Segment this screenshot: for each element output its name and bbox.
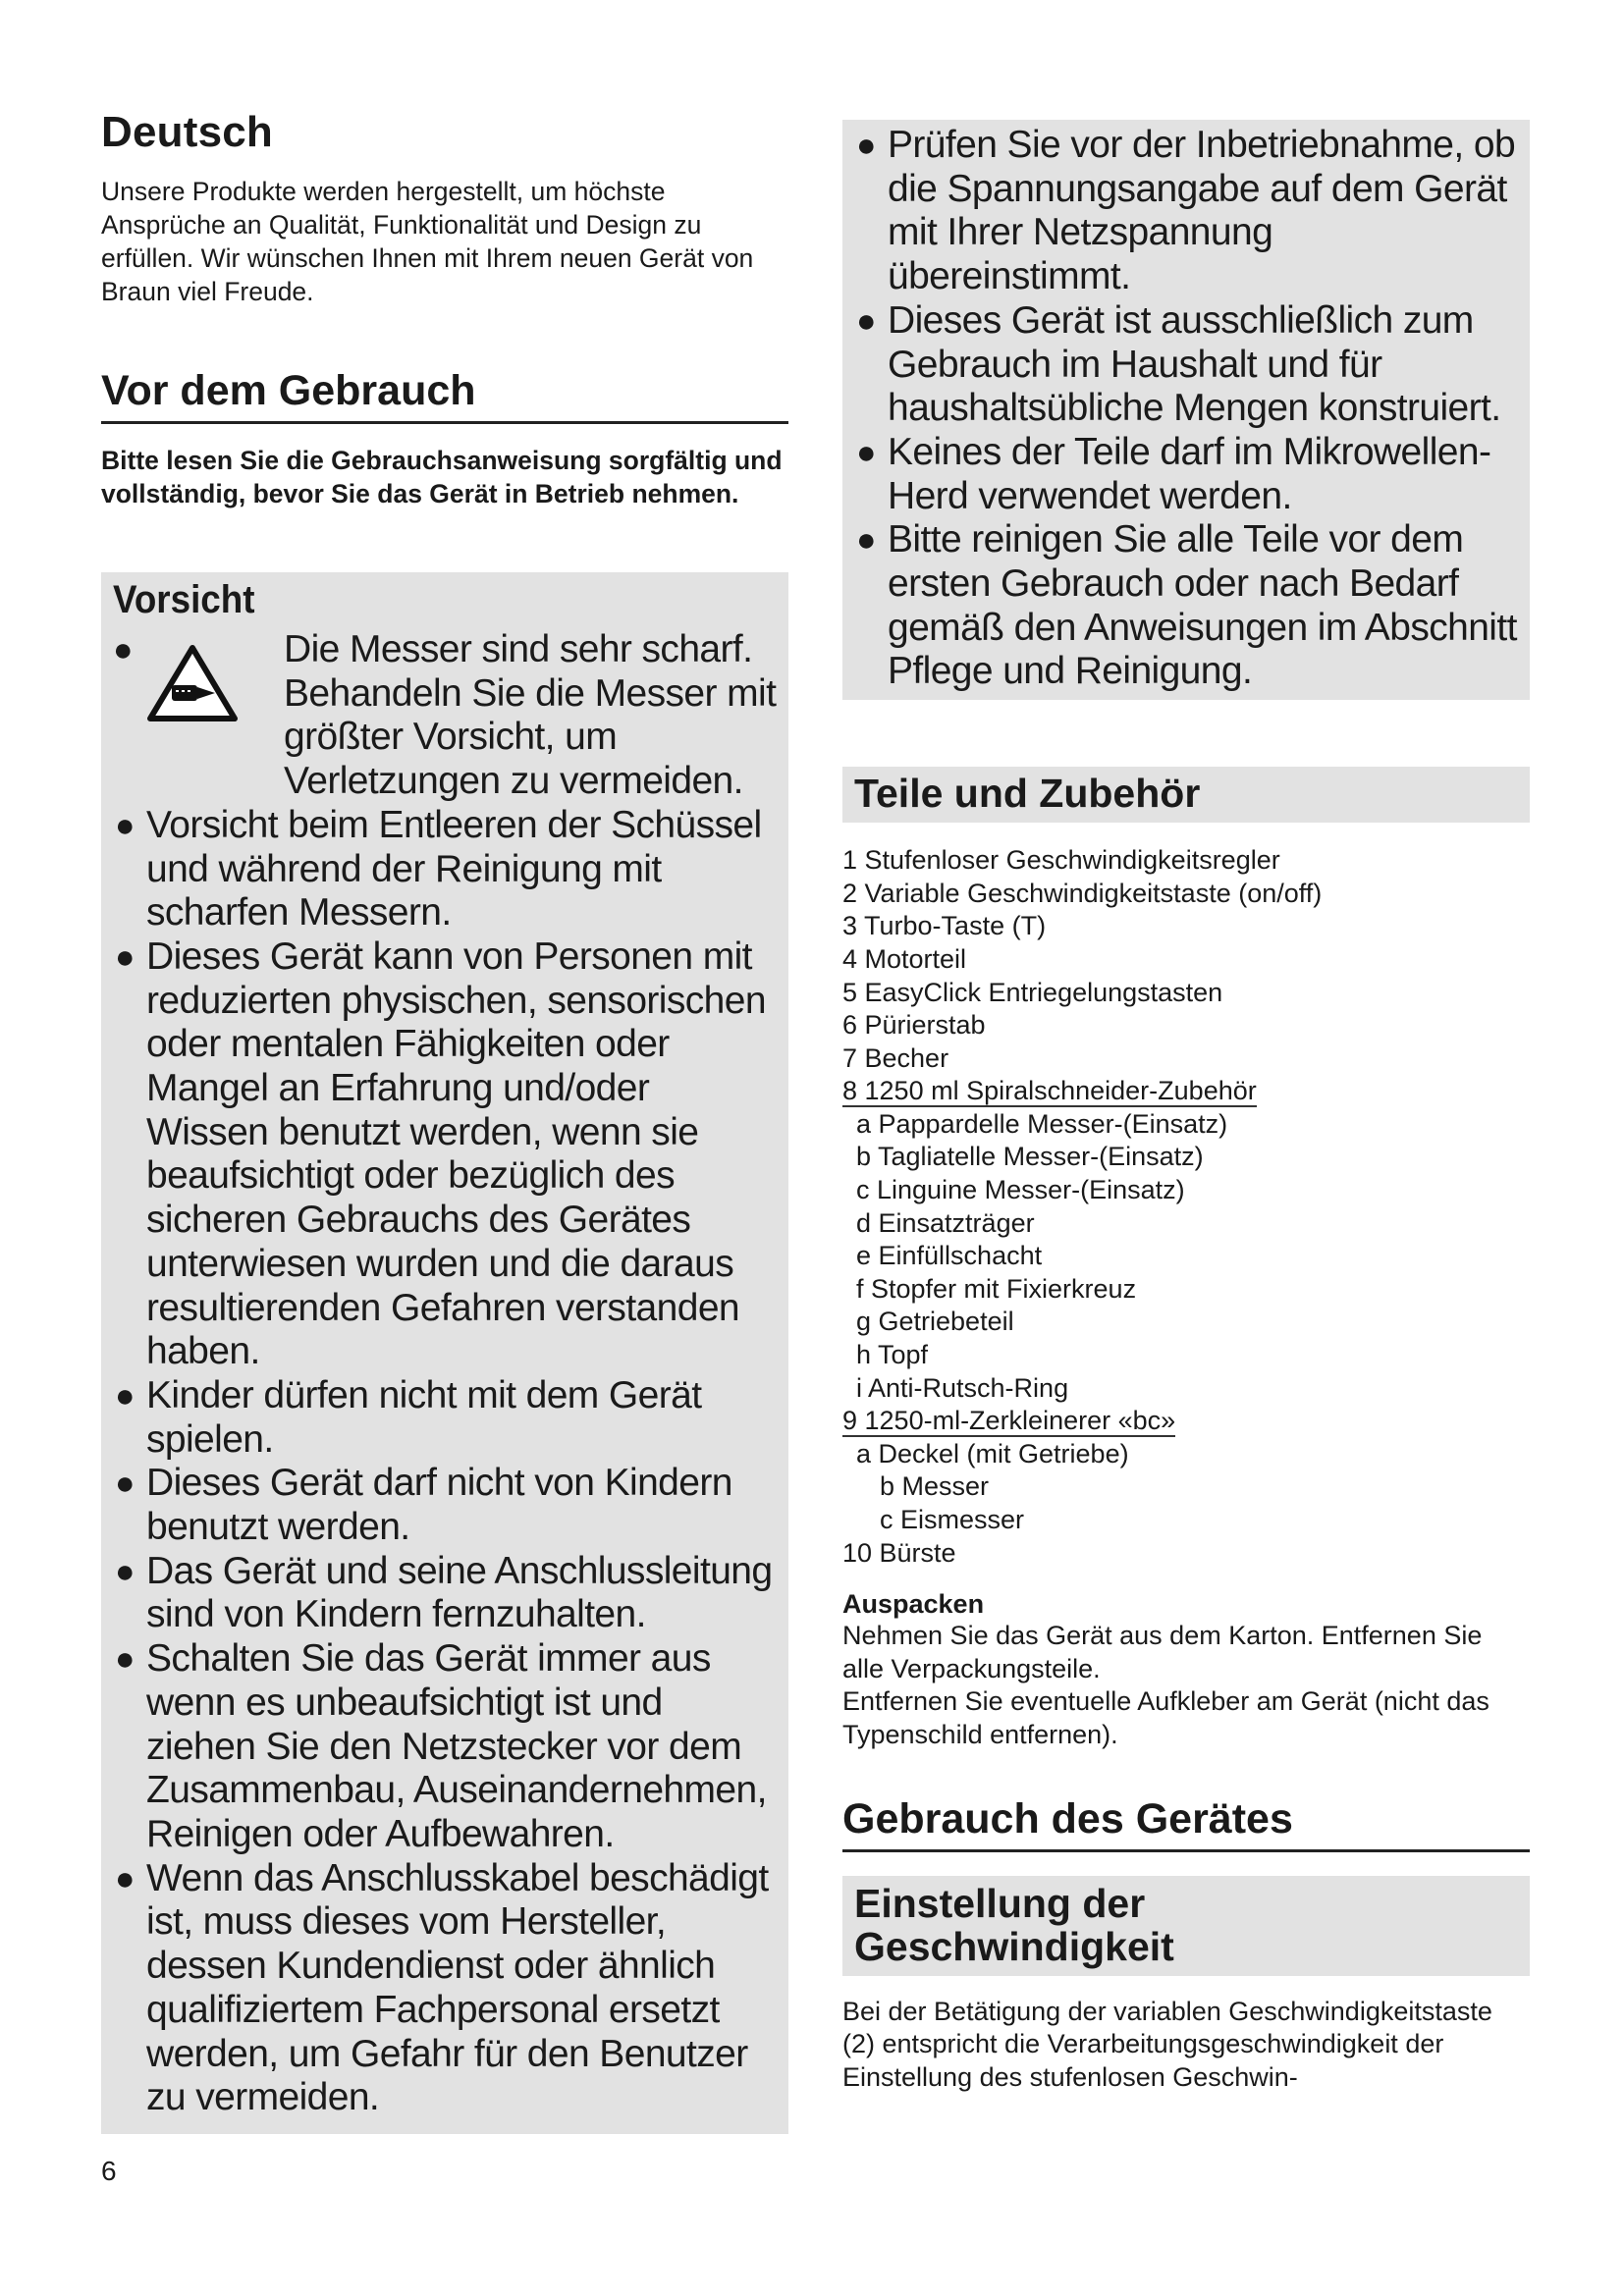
warning-text: Das Gerät und seine Anschlussleitung sind von Kindern fernzuhalten. — [146, 1549, 773, 1636]
warning-item — [854, 299, 1520, 431]
parts-item: a Deckel (mit Getriebe) — [856, 1438, 1129, 1468]
warning-item — [113, 935, 779, 1374]
bullet-icon: ● — [115, 1552, 135, 1590]
unpack-text-2: Entfernen Sie eventuelle Aufkleber am Gerät (nicht das Typenschild entfernen). — [842, 1686, 1489, 1749]
bullet-icon: ● — [115, 1376, 135, 1415]
warning-text: Prüfen Sie vor der Inbetriebnahme, ob die Spannungsangabe auf dem Gerät mit Ihrer Netzspannung übereinstimmt. — [888, 124, 1516, 298]
warning-text: Kinder dürfen nicht mit dem Gerät spielen. — [146, 1373, 702, 1461]
warning-item — [113, 1857, 779, 2120]
bullet-icon: ● — [856, 127, 876, 164]
parts-item-text: 9 1250-ml-Zerkleinerer «bc» — [842, 1406, 1176, 1436]
parts-item: b Messer — [880, 1471, 990, 1502]
bullet-icon: ● — [856, 301, 876, 340]
page-number: 6 — [101, 2156, 117, 2186]
parts-item: d Einsatzträger — [856, 1207, 1035, 1238]
warning-item — [113, 1637, 779, 1857]
sharp-blade-warning-icon — [146, 628, 284, 804]
warning-item — [854, 124, 1520, 299]
unpack-heading: Auspacken — [842, 1589, 985, 1620]
warning-text: Dieses Gerät kann von Personen mit reduzierten physischen, sensorischen oder mentalen Fähigkeiten oder Mangel an Erfahrung und/oder Wissen benutzt werden, wenn sie beaufsichtigt oder bezüglich des sicheren Gebrauchs des Gerätes unterwiesen wurden und die daraus resultierenden Gefahren verstanden haben. — [146, 934, 766, 1373]
parts-heading: Teile und Zubehör — [842, 767, 1530, 823]
warning-text: Bitte reinigen Sie alle Teile vor dem ersten Gebrauch oder nach Bedarf gemäß den Anweisungen im Abschnitt Pflege und Reinigung. — [888, 518, 1517, 693]
parts-item: 2 Variable Geschwindigkeitstaste (on/off) — [842, 878, 1323, 908]
warning-text: Wenn das Anschlusskabel beschädigt ist, muss dieses vom Hersteller, dessen Kundendienst oder ähnlich qualifiziertem Fachpersonal ersetzt werden, um Gefahr für den Benutzer zu vermeiden. — [146, 1856, 769, 2119]
bullet-icon: ● — [115, 1859, 135, 1897]
parts-item: 1 Stufenloser Geschwindigkeitsregler — [842, 845, 1280, 876]
parts-item: h Topf — [856, 1340, 929, 1370]
parts-item — [842, 1405, 1530, 1438]
bullet-icon: ● — [115, 806, 135, 844]
warning-text: Dieses Gerät darf nicht von Kindern benutzt werden. — [146, 1462, 732, 1549]
parts-item: 3 Turbo-Taste (T) — [842, 911, 1047, 941]
speed-heading-line-2: Geschwindigkeit — [854, 1923, 1174, 1969]
speed-heading-line-1: Einstellung der — [854, 1880, 1146, 1926]
parts-item: c Linguine Messer-(Einsatz) — [856, 1175, 1185, 1205]
parts-list — [842, 844, 1530, 1570]
parts-item: g Getriebeteil — [856, 1307, 1014, 1337]
parts-item: 10 Bürste — [842, 1537, 956, 1568]
parts-item: f Stopfer mit Fixierkreuz — [856, 1273, 1137, 1304]
bullet-icon: ● — [856, 521, 876, 560]
use-heading: Gebrauch des Gerätes — [842, 1795, 1530, 1852]
before-use-heading: Vor dem Gebrauch — [101, 367, 788, 424]
parts-item: 4 Motorteil — [842, 943, 967, 974]
warning-text: Die Messer sind sehr scharf. Behandeln Sie die Messer mit größter Vorsicht, um Verletzungen zu vermeiden. — [284, 628, 777, 803]
warning-text: Keines der Teile darf im Mikrowellen-Herd verwendet werden. — [888, 430, 1491, 517]
warning-text: Schalten Sie das Gerät immer aus wenn es unbeaufsichtigt ist und ziehen Sie den Netzstecker vor dem Zusammenbau, Auseinandernehmen, Reinigen oder Aufbewahren. — [146, 1637, 767, 1855]
warning-item — [113, 804, 779, 935]
parts-item: c Eismesser — [880, 1505, 1025, 1535]
parts-item-text: 8 1250 ml Spiralschneider-Zubehör — [842, 1076, 1257, 1106]
parts-item: 6 Pürierstab — [842, 1010, 986, 1041]
warning-box — [101, 572, 788, 2134]
warning-item — [854, 431, 1520, 518]
warning-text: Vorsicht beim Entleeren der Schüssel und während der Reinigung mit scharfen Messern. — [146, 803, 762, 934]
parts-item: i Anti-Rutsch-Ring — [856, 1372, 1069, 1403]
warning-text: Dieses Gerät ist ausschließlich zum Gebrauch im Haushalt und für haushaltsübliche Mengen konstruiert. — [888, 298, 1501, 430]
left-column — [101, 98, 788, 2134]
before-use-note: Bitte lesen Sie die Gebrauchsanweisung sorgfältig und vollständig, bevor Sie das Gerät in Betrieb nehmen. — [101, 446, 783, 508]
parts-item: b Tagliatelle Messer-(Einsatz) — [856, 1142, 1204, 1172]
intro-paragraph: Unsere Produkte werden hergestellt, um höchste Ansprüche an Qualität, Funktionalität und Design zu erfüllen. Wir wünschen Ihnen mit Ihrem neuen Gerät von Braun viel Freude. — [101, 177, 754, 306]
parts-item: a Pappardelle Messer-(Einsatz) — [856, 1108, 1228, 1139]
parts-item — [842, 1075, 1530, 1108]
warning-title: Vorsicht — [113, 578, 255, 621]
right-warning-list — [854, 124, 1520, 694]
bullet-icon: ● — [115, 937, 135, 976]
unpack-text: Nehmen Sie das Gerät aus dem Karton. Entfernen Sie alle Verpackungsteile. — [842, 1621, 1483, 1683]
bullet-icon: ● — [115, 1465, 135, 1503]
warning-item — [113, 628, 779, 804]
speed-text: Bei der Betätigung der variablen Geschwindigkeitstaste (2) entspricht die Verarbeitungsgeschwindigkeit der Einstellung des stufenlosen Geschwin- — [842, 1996, 1492, 2092]
right-column — [842, 120, 1530, 2094]
right-warning-box — [842, 120, 1530, 700]
parts-item: e Einfüllschacht — [856, 1241, 1043, 1271]
speed-heading — [842, 1876, 1530, 1976]
bullet-icon: ● — [113, 631, 133, 668]
language-title: Deutsch — [101, 108, 273, 156]
warning-item — [854, 518, 1520, 694]
warning-item — [113, 1462, 779, 1549]
bullet-icon: ● — [856, 433, 876, 471]
bullet-icon: ● — [115, 1640, 135, 1679]
parts-item: 5 EasyClick Entriegelungstasten — [842, 977, 1223, 1007]
warning-item — [113, 1550, 779, 1637]
warning-item — [113, 1374, 779, 1462]
parts-item: 7 Becher — [842, 1042, 949, 1073]
warning-list — [113, 628, 779, 2120]
